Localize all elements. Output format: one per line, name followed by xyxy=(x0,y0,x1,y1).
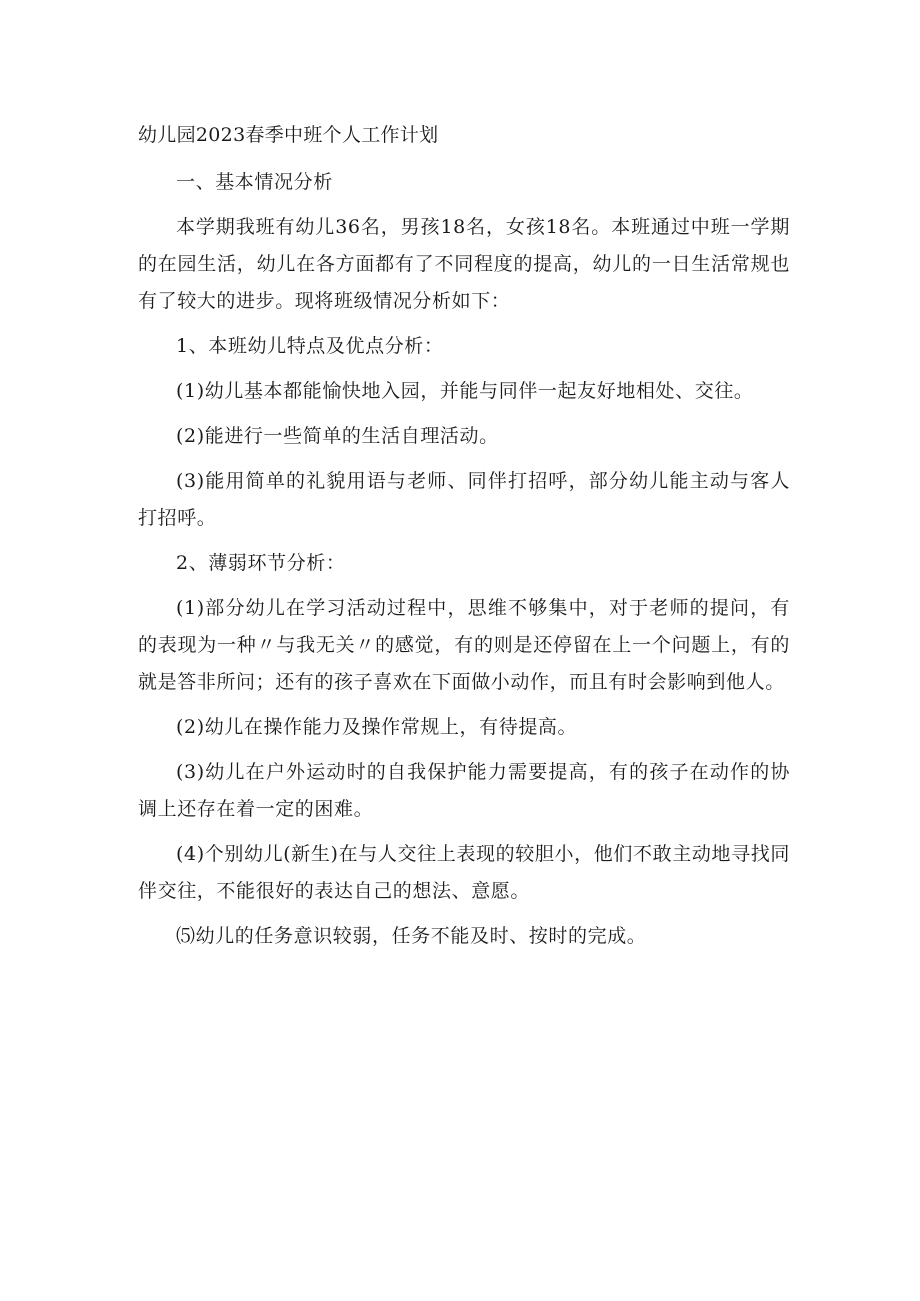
weakness-item-2: (2)幼儿在操作能力及操作常规上，有待提高。 xyxy=(176,716,578,738)
weakness-item-4: (4)个别幼儿(新生)在与人交往上表现的较胆小，他们不敢主动地寻找同伴交往，不能很好的表达自己的想法、意愿。 xyxy=(138,843,790,902)
weakness-item-1: (1)部分幼儿在学习活动过程中，思维不够集中，对于老师的提问，有的表现为一种〃与我无关〃的感觉，有的则是还停留在上一个问题上，有的就是答非所问；还有的孩子喜欢在下面做小动作，而且有时会影响到他人。 xyxy=(138,597,790,693)
intro-paragraph: 本学期我班有幼儿36名，男孩18名，女孩18名。本班通过中班一学期的在园生活，幼儿在各方面都有了不同程度的提高，幼儿的一日生活常规也有了较大的进步。现将班级情况分析如下： xyxy=(138,216,790,312)
document-title: 幼儿园2023春季中班个人工作计划 xyxy=(138,124,439,146)
strength-item-3: (3)能用简单的礼貌用语与老师、同伴打招呼，部分幼儿能主动与客人打招呼。 xyxy=(138,470,790,529)
strength-item-2: (2)能进行一些简单的生活自理活动。 xyxy=(176,425,499,447)
weakness-item-3: (3)幼儿在户外运动时的自我保护能力需要提高，有的孩子在动作的协调上还存在着一定的困难。 xyxy=(138,761,790,820)
weakness-item-5: ⑸幼儿的任务意识较弱，任务不能及时、按时的完成。 xyxy=(176,925,647,947)
strength-item-1: (1)幼儿基本都能愉快地入园，并能与同伴一起友好地相处、交往。 xyxy=(176,380,754,402)
section-heading-basic-analysis: 一、基本情况分析 xyxy=(176,171,333,193)
subsection-heading-weaknesses: 2、薄弱环节分析： xyxy=(176,552,346,574)
document-body xyxy=(138,116,790,955)
subsection-heading-strengths: 1、本班幼儿特点及优点分析： xyxy=(176,335,444,357)
